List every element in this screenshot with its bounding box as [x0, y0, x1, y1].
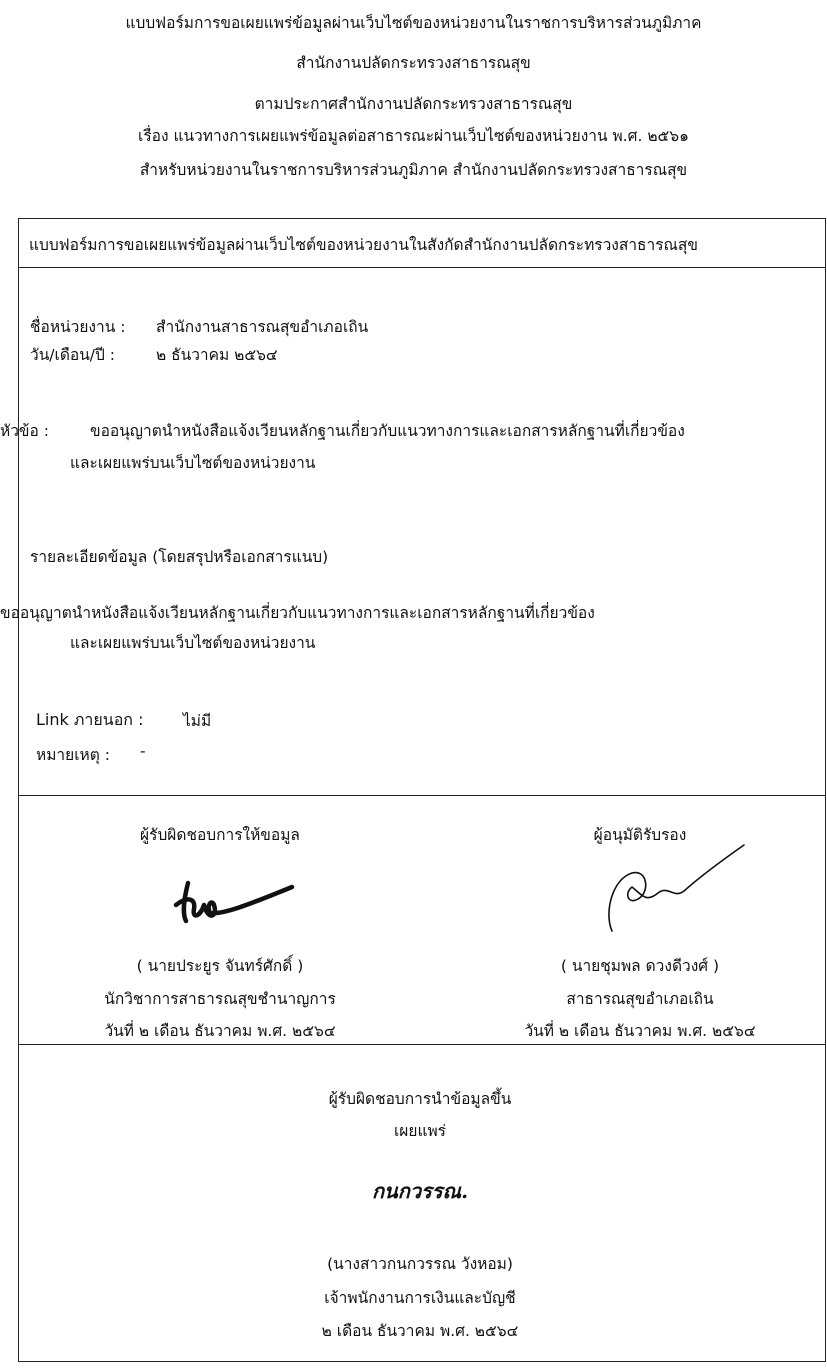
note-label: หมายเหตุ :: [36, 746, 110, 764]
left-signer-role: ผู้รับผิดชอบการให้ขอมูล: [140, 826, 300, 844]
header-line-4: เรื่อง แนวทางการเผยแพร่ข้อมูลต่อสาธารณะผ่านเว็บไซต์ของหน่วยงาน พ.ศ. ๒๕๖๑: [138, 127, 689, 145]
right-signer-role: ผู้อนุมัติรับรอง: [593, 826, 687, 844]
subject-line-2: และเผยแพร่บนเว็บไซต์ของหน่วยงาน: [70, 454, 316, 472]
publisher-name: (นางสาวกนกวรรณ วังหอม): [327, 1255, 513, 1273]
link-label: Link ภายนอก :: [36, 710, 144, 729]
publisher-role-line-1: ผู้รับผิดชอบการนำข้อมูลขึ้น: [328, 1090, 512, 1108]
publisher-date: ๒ เดือน ธันวาคม พ.ศ. ๒๕๖๔: [321, 1322, 519, 1340]
right-signer-name: ( นายชุมพล ดวงดีวงศ์ ): [560, 957, 720, 975]
publisher-role-line-2: เผยแพร่: [394, 1122, 446, 1140]
left-signer-name: ( นายประยูร จันทร์ศักดิ์ ): [136, 957, 304, 975]
right-signer-position: สาธารณสุขอำเภอเถิน: [566, 990, 714, 1008]
detail-label: รายละเอียดข้อมูล (โดยสรุปหรือเอกสารแนบ): [30, 548, 329, 566]
right-signer-date: วันที่ ๒ เดือน ธันวาคม พ.ศ. ๒๕๖๔: [524, 1022, 756, 1040]
agency-value: สำนักงานสาธารณสุขอำเภอเถิน: [156, 318, 369, 336]
left-signer-position: นักวิชาการสาธารณสุขชำนาญการ: [104, 990, 336, 1008]
detail-line-2: และเผยแพร่บนเว็บไซต์ของหน่วยงาน: [70, 634, 316, 652]
header-line-2: สำนักงานปลัดกระทรวงสาธารณสุข: [296, 54, 531, 72]
subject-label: หัวข้อ :: [0, 422, 49, 440]
form-title-box: [18, 218, 826, 268]
publisher-position: เจ้าพนักงานการเงินและบัญชี: [324, 1289, 516, 1307]
form-title: แบบฟอร์มการขอเผยแพร่ข้อมูลผ่านเว็บไซต์ของหน่วยงานในสังกัดสำนักงานปลัดกระทรวงสาธารณสุข: [29, 236, 698, 254]
subject-line-1: ขออนุญาตนำหนังสือแจ้งเวียนหลักฐานเกี่ยวกับแนวทางการและเอกสารหลักฐานที่เกี่ยวข้อง: [90, 422, 685, 440]
date-value: ๒ ธันวาคม ๒๕๖๔: [156, 346, 278, 364]
link-value: ไม่มี: [183, 712, 212, 730]
header-line-1: แบบฟอร์มการขอเผยแพร่ข้อมูลผ่านเว็บไซต์ของหน่วยงานในราชการบริหารส่วนภูมิภาค: [125, 14, 702, 32]
left-signature-image: [170, 865, 300, 930]
agency-label: ชื่อหน่วยงาน :: [30, 318, 126, 336]
header-line-5: สำหรับหน่วยงานในราชการบริหารส่วนภูมิภาค สำนักงานปลัดกระทรวงสาธารณสุข: [139, 161, 688, 179]
left-signer-date: วันที่ ๒ เดือน ธันวาคม พ.ศ. ๒๕๖๔: [104, 1022, 336, 1040]
note-value: -: [140, 742, 146, 760]
date-label: วัน/เดือน/ปี :: [30, 346, 116, 364]
publisher-signature: กนกวรรณ.: [371, 1179, 469, 1203]
detail-line-1: ขออนุญาตนำหนังสือแจ้งเวียนหลักฐานเกี่ยวกับแนวทางการและเอกสารหลักฐานที่เกี่ยวข้อง: [0, 604, 595, 622]
header-line-3: ตามประกาศสำนักงานปลัดกระทรวงสาธารณสุข: [254, 95, 573, 113]
right-signature-image: [598, 845, 748, 935]
